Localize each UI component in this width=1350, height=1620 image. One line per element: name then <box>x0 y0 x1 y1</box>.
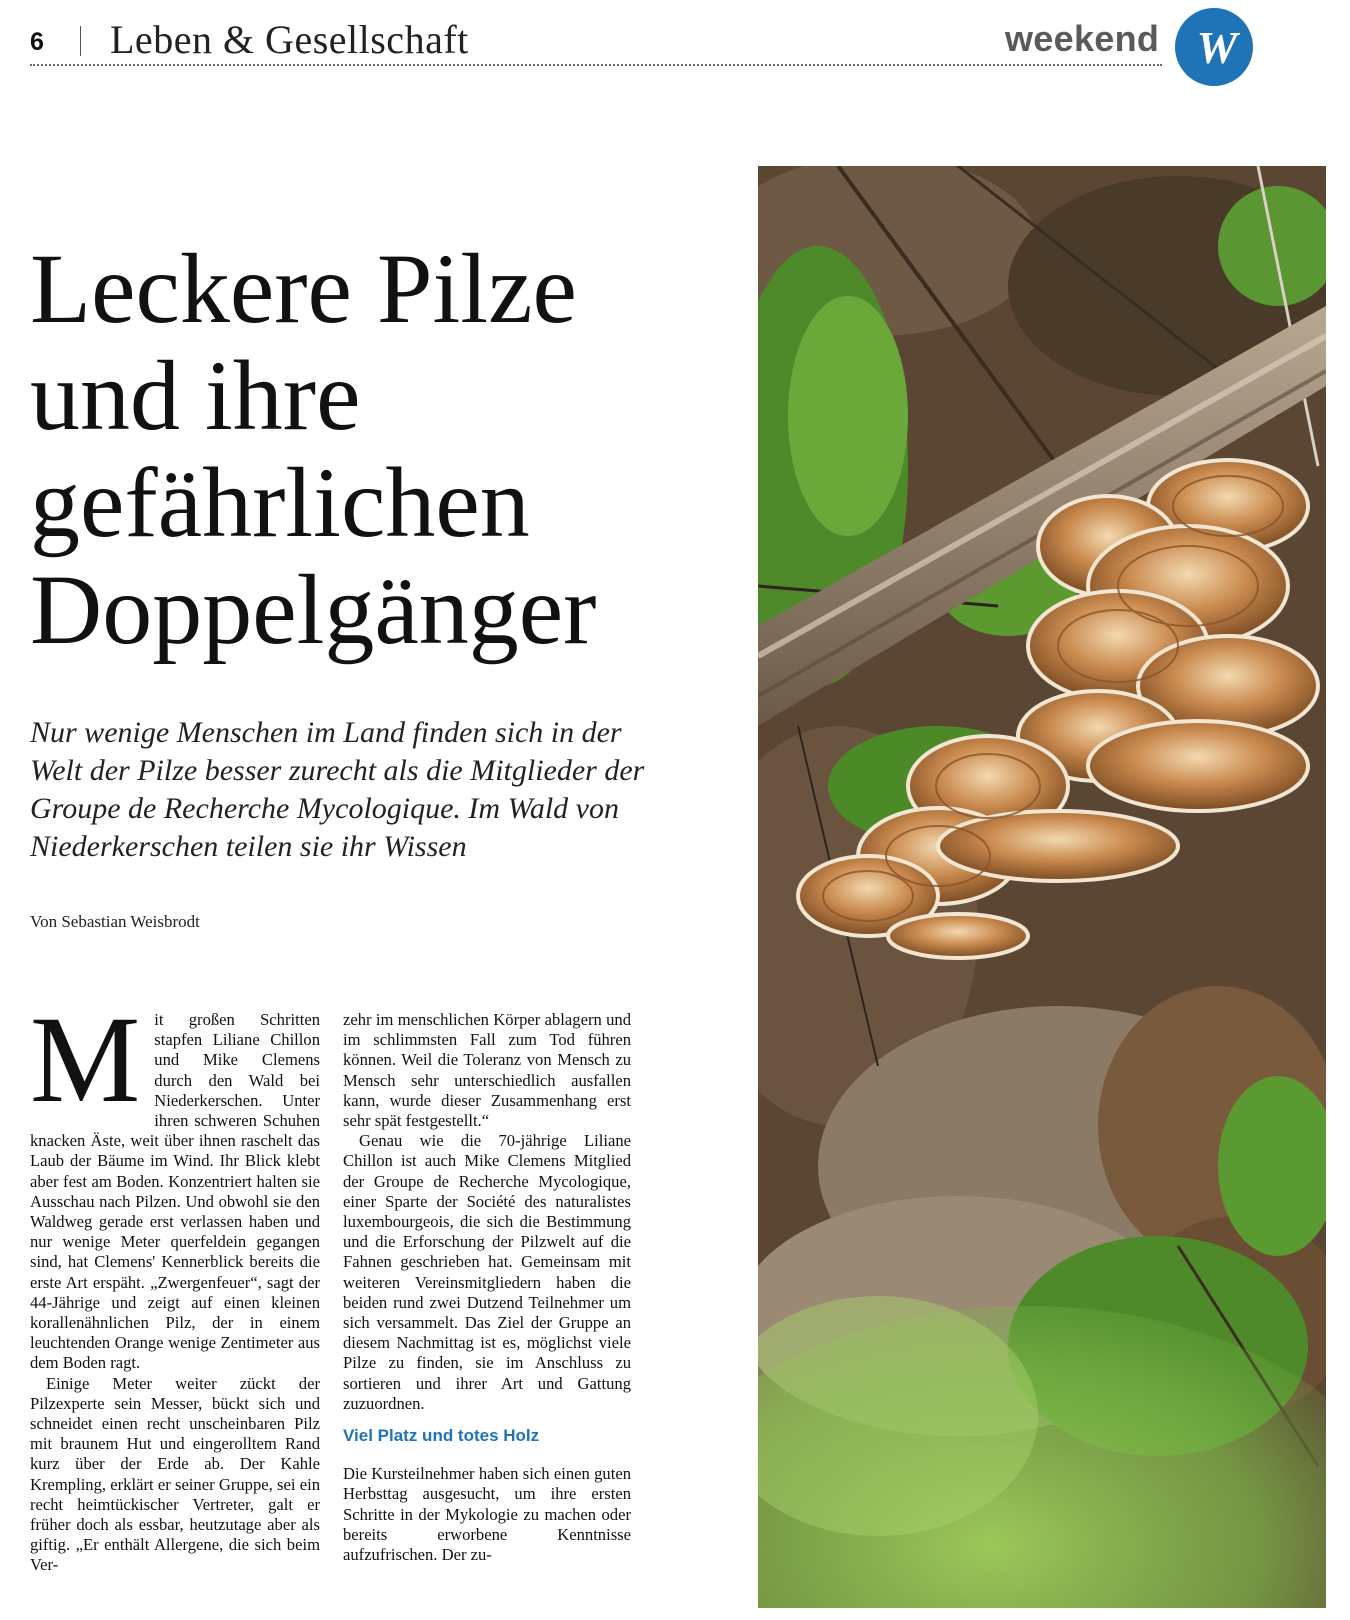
headline <box>30 235 730 663</box>
drop-cap: M <box>30 991 141 1128</box>
headline-line: gefährlichen <box>30 447 530 558</box>
standfirst-line: Groupe de Recherche Mycologique. Im Wald von <box>30 792 619 825</box>
standfirst <box>30 714 750 866</box>
headline-line: Doppelgänger <box>30 554 597 665</box>
header-divider <box>80 26 81 56</box>
body-paragraph: zehr im menschlichen Körper ablagern und im schlimmsten Fall zum Tod führen können. Weil die Toleranz von Mensch zu Mensch sehr unterschiedlich ausfallen kann, wurde dieser Zusammenhang erst sehr spät festgestellt.“ <box>343 1010 631 1131</box>
body-paragraph: Genau wie die 70-jährige Liliane Chillon ist auch Mike Clemens Mitglied der Groupe de Recherche Mycologique, einer Sparte der Société des naturalistes luxembourgeois, die sich die Bestimmung und die Erforschung der Pilzwelt auf die Fahnen geschrieben hat. Gemeinsam mit weiteren Vereinsmitgliedern haben die beiden rund zwei Dutzend Teilnehmer um sich versammelt. Das Ziel der Gruppe an diesem Nachmittag ist es, möglichst viele Pilze zu finden, sie im Anschluss zu sortieren und ihrer Art und Gattung zuzuordnen. <box>343 1131 631 1413</box>
brand-logo-icon: W <box>1175 8 1253 86</box>
standfirst-line: Welt der Pilze besser zurecht als die Mitglieder der <box>30 754 645 787</box>
header-dotted-rule <box>30 64 1162 66</box>
body-column-1 <box>30 991 320 1576</box>
body-column-2 <box>343 1010 631 1565</box>
standfirst-line: Niederkerschen teilen sie ihr Wissen <box>30 830 467 863</box>
headline-line: und ihre <box>30 340 361 451</box>
subheading: Viel Platz und totes Holz <box>343 1426 540 1446</box>
byline: Von Sebastian Weisbrodt <box>30 912 200 931</box>
standfirst-line: Nur wenige Menschen im Land finden sich in der <box>30 716 622 749</box>
headline-line: Leckere Pilze <box>30 233 577 344</box>
body-paragraph: Die Kursteilnehmer haben sich einen guten Herbsttag ausgesucht, um ihre ersten Schritte in der Mykologie zu machen oder bereits erworbene Kenntnisse aufzufrischen. Der zu- <box>343 1464 631 1565</box>
page-number: 6 <box>30 28 44 56</box>
brand-name: weekend <box>1005 18 1160 59</box>
mushroom-photo <box>758 166 1326 1608</box>
body-paragraph: Einige Meter weiter zückt der Pilzexperte sein Messer, bückt sich und schneidet einen recht unscheinbaren Pilz mit braunem Hut und eingerolltem Rand kurz über der Erde ab. Der Kahle Krempling, erklärt er seiner Gruppe, sei ein recht heimtückischer Vertreter, galt er früher doch als essbar, heutzutage aber als giftig. „Er enthält Allergene, die sich beim Ver- <box>30 1373 320 1575</box>
body-paragraph: it großen Schritten stapfen Liliane Chillon und Mike Clemens durch den Wald bei Niederkerschen. Unter ihren schweren Schuhen knacken Äste, weit über ihnen raschelt das Laub der Bäume im Wind. Ihr Blick klebt aber fest am Boden. Konzentriert halten sie Ausschau nach Pilzen. Und obwohl sie den Waldweg gerade erst verlassen haben und nur wenige Meter querfeldein gegangen sind, hat Clemens' Kennerblick bereits die erste Art erspäht. „Zwergenfeuer“, sagt der 44-Jährige und zeigt auf einen kleinen korallenähnlichen Pilz, der in einem leuchtenden Orange wenige Zentimeter aus dem Boden ragt. <box>30 1010 320 1373</box>
section-title: Leben & Gesellschaft <box>110 17 469 62</box>
